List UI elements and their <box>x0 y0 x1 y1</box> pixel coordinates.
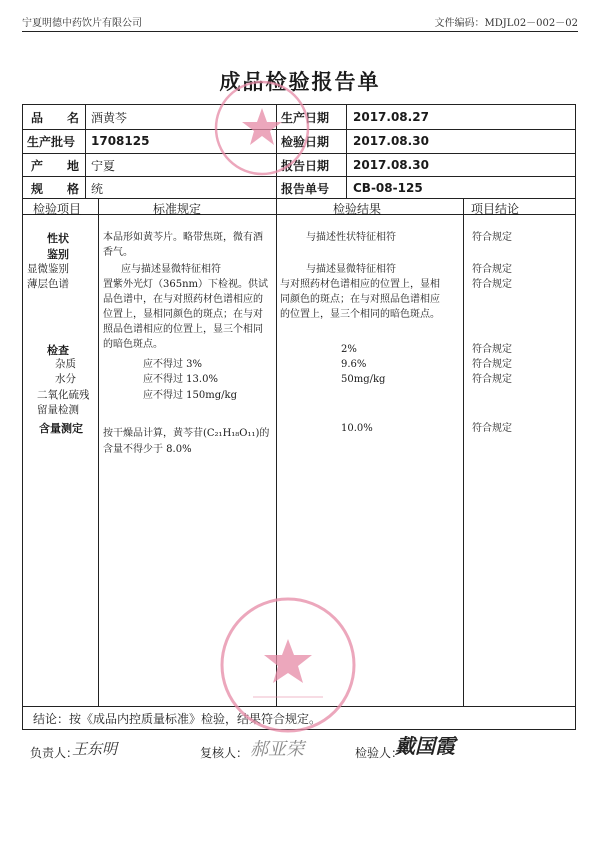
reviewer-label: 复核人： <box>200 746 249 760</box>
micro-item: 显微鉴别 <box>27 263 69 275</box>
identification-item: 鉴别 <box>47 248 69 261</box>
report-number-label: 报告单号 <box>281 182 330 196</box>
test-date-label: 检验日期 <box>281 135 330 149</box>
reviewer-signature: 郝亚荣 <box>250 739 304 760</box>
report-date-label: 报告日期 <box>281 159 330 173</box>
stamp-star <box>264 639 312 683</box>
origin-value: 宁夏 <box>91 159 116 173</box>
micro-conclusion: 符合规定 <box>472 264 512 275</box>
tlc-standard-line5: 的暗色斑点。 <box>103 339 163 350</box>
batch-value: 1708125 <box>91 134 150 148</box>
tlc-standard-line4: 照品色谱相应的位置上，显三个相同 <box>103 324 263 335</box>
tlc-result-line2: 同颜色的斑点；在与对照品色谱相应 <box>280 294 440 305</box>
responsible-signature: 王东明 <box>72 740 118 758</box>
name-label: 品 名 <box>31 111 80 125</box>
tlc-conclusion: 符合规定 <box>472 279 512 290</box>
col-header-item: 检验项目 <box>33 202 82 216</box>
col-header-conclusion: 项目结论 <box>471 202 520 216</box>
col-header-standard: 标准规定 <box>153 202 202 216</box>
content-conclusion: 符合规定 <box>472 423 512 434</box>
water-item: 水分 <box>55 373 76 385</box>
traits-item: 性状 <box>47 232 69 245</box>
water-conclusion: 符合规定 <box>472 359 512 370</box>
production-date-value: 2017.08.27 <box>353 110 429 124</box>
name-value: 酒黄芩 <box>91 111 128 125</box>
impurity-result: 2% <box>341 344 357 355</box>
content-result: 10.0% <box>341 423 373 434</box>
tlc-result-line1: 与对照药材色谱相应的位置上，显相 <box>280 279 440 290</box>
micro-result: 与描述显微特征相符 <box>306 264 396 275</box>
content-standard-line2: 含量不得少于 8.0% <box>103 444 192 455</box>
traits-standard-line2: 香气。 <box>103 247 133 258</box>
report-title: 成品检验报告单 <box>219 69 381 94</box>
batch-label: 生产批号 <box>27 135 76 149</box>
col-header-result: 检验结果 <box>333 202 382 216</box>
traits-standard-line1: 本品形如黄芩片。略带焦斑，微有酒 <box>103 232 263 243</box>
spec-label: 规 格 <box>31 182 80 196</box>
tlc-standard-line2: 品色谱中，在与对照药材色谱相应的 <box>103 294 263 305</box>
spec-value: 统 <box>91 182 104 196</box>
so2-standard: 应不得过 150mg/kg <box>143 390 237 401</box>
residue-item: 留量检测 <box>37 404 79 416</box>
tlc-standard-line3: 位置上，显相同颜色的斑点；在与对 <box>103 309 263 320</box>
tlc-item: 薄层色谱 <box>27 278 69 290</box>
check-item: 检查 <box>47 344 69 357</box>
document-code: 文件编码：MDJL02－002－02 <box>434 18 578 29</box>
report-date-value: 2017.08.30 <box>353 158 429 172</box>
header-divider <box>22 31 578 32</box>
water-result: 9.6% <box>341 359 367 370</box>
tlc-standard-line1: 置紫外光灯（365nm）下检视。供试 <box>103 279 269 290</box>
stamp-star <box>242 108 282 145</box>
report-number-value: CB-08-125 <box>353 181 423 195</box>
so2-result: 50mg/kg <box>341 374 386 385</box>
content-standard-line1: 按干燥品计算，黄芩苷(C₂₁H₁₈O₁₁)的 <box>103 428 270 439</box>
water-standard: 应不得过 13.0% <box>143 374 218 385</box>
traits-result: 与描述性状特征相符 <box>306 232 396 243</box>
impurity-conclusion: 符合规定 <box>472 344 512 355</box>
impurity-standard: 应不得过 3% <box>143 359 203 370</box>
quality-dept-stamp <box>212 78 312 178</box>
company-header: 宁夏明德中药饮片有限公司 <box>22 18 142 29</box>
traits-conclusion: 符合规定 <box>472 232 512 243</box>
micro-standard: 应与描述显微特征相符 <box>121 264 221 275</box>
so2-conclusion: 符合规定 <box>472 374 512 385</box>
quality-inspection-stamp <box>218 595 358 735</box>
origin-label: 产 地 <box>31 159 80 173</box>
conclusion-text: 结论：按《成品内控质量标准》检验，结果符合规定。 <box>33 712 322 726</box>
tlc-result-line3: 的位置上，显三个相同的暗色斑点。 <box>280 309 440 320</box>
test-date-value: 2017.08.30 <box>353 134 429 148</box>
inspector-signature: 戴国霞 <box>395 734 455 758</box>
responsible-label: 负责人： <box>30 746 79 760</box>
so2-item: 二氧化硫残 <box>37 389 90 401</box>
production-date-label: 生产日期 <box>281 111 330 125</box>
inspector-label: 检验人： <box>355 746 404 760</box>
content-item: 含量测定 <box>39 422 83 435</box>
impurity-item: 杂质 <box>55 358 76 370</box>
